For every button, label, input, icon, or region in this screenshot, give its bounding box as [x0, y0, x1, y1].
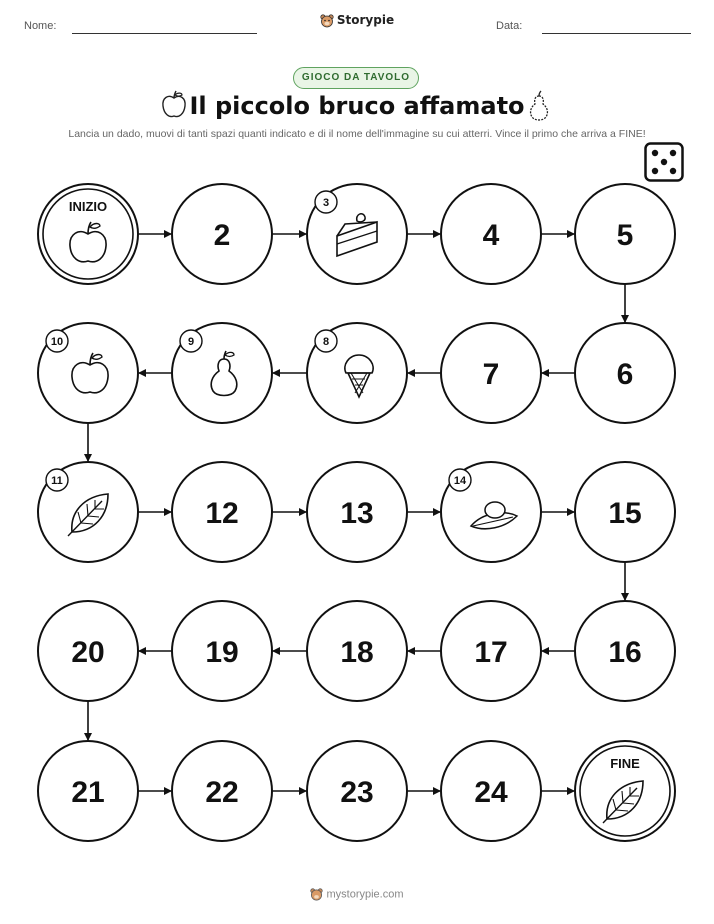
- board-space-4[interactable]: [441, 184, 541, 284]
- space-number: 11: [51, 475, 63, 487]
- space-number: 23: [340, 776, 374, 809]
- board-space-12[interactable]: [172, 462, 272, 562]
- bear-icon: [310, 888, 323, 901]
- space-number: 21: [71, 776, 105, 809]
- board-space-5[interactable]: [575, 184, 675, 284]
- space-number: 9: [187, 336, 195, 348]
- board-space-14[interactable]: [441, 462, 541, 562]
- space-number: 2: [213, 219, 231, 252]
- board-space-24[interactable]: [441, 741, 541, 841]
- board-space-8[interactable]: [307, 323, 407, 423]
- end-label: FINE: [610, 756, 640, 771]
- instructions-text: Lancia un dado, muovi di tanti spazi quanti indicato e di il nome dell'immagine su cui atterri. Vince il primo che arriva a FINE!: [68, 128, 646, 140]
- board-space-11[interactable]: [38, 462, 138, 562]
- board-space-7[interactable]: [441, 323, 541, 423]
- board-space-18[interactable]: [307, 601, 407, 701]
- board-space-3[interactable]: [307, 184, 407, 284]
- space-number: 22: [205, 776, 239, 809]
- board-space-21[interactable]: [38, 741, 138, 841]
- footer: [0, 888, 714, 901]
- space-number: 3: [322, 197, 330, 209]
- space-number: 16: [608, 636, 642, 669]
- brand-name: Storypie: [336, 13, 395, 27]
- space-number: 8: [322, 336, 330, 348]
- board-space-19[interactable]: [172, 601, 272, 701]
- space-number: 19: [205, 636, 239, 669]
- board-space-22[interactable]: [172, 741, 272, 841]
- category-badge: GIOCO DA TAVOLO: [293, 67, 419, 89]
- space-number: 4: [482, 219, 500, 252]
- space-number: 14: [453, 475, 467, 487]
- space-number: 17: [474, 636, 508, 669]
- board-space-2[interactable]: [172, 184, 272, 284]
- footer-url: mystorypie.com: [326, 888, 404, 901]
- page-title: Il piccolo bruco affamato: [189, 92, 525, 120]
- start-label: INIZIO: [68, 199, 108, 214]
- date-label: Data:: [496, 20, 523, 32]
- board-space-15[interactable]: [575, 462, 675, 562]
- space-number: 15: [608, 497, 642, 530]
- space-number: 20: [71, 636, 105, 669]
- board-space-16[interactable]: [575, 601, 675, 701]
- board-space-23[interactable]: [307, 741, 407, 841]
- space-number: 5: [616, 219, 634, 252]
- board-space-13[interactable]: [307, 462, 407, 562]
- board-space-9[interactable]: [172, 323, 272, 423]
- board-space-25[interactable]: [575, 741, 675, 841]
- space-number: 6: [616, 358, 634, 391]
- space-number: 7: [482, 358, 500, 391]
- space-number: 12: [205, 497, 239, 530]
- board-space-10[interactable]: [38, 323, 138, 423]
- space-number: 13: [340, 497, 374, 530]
- name-label: Nome:: [24, 20, 57, 32]
- board-space-17[interactable]: [441, 601, 541, 701]
- space-number: 24: [474, 776, 508, 809]
- board-space-6[interactable]: [575, 323, 675, 423]
- board-space-20[interactable]: [38, 601, 138, 701]
- space-number: 18: [340, 636, 374, 669]
- space-number: 10: [50, 336, 64, 348]
- board-space-1[interactable]: [38, 184, 138, 284]
